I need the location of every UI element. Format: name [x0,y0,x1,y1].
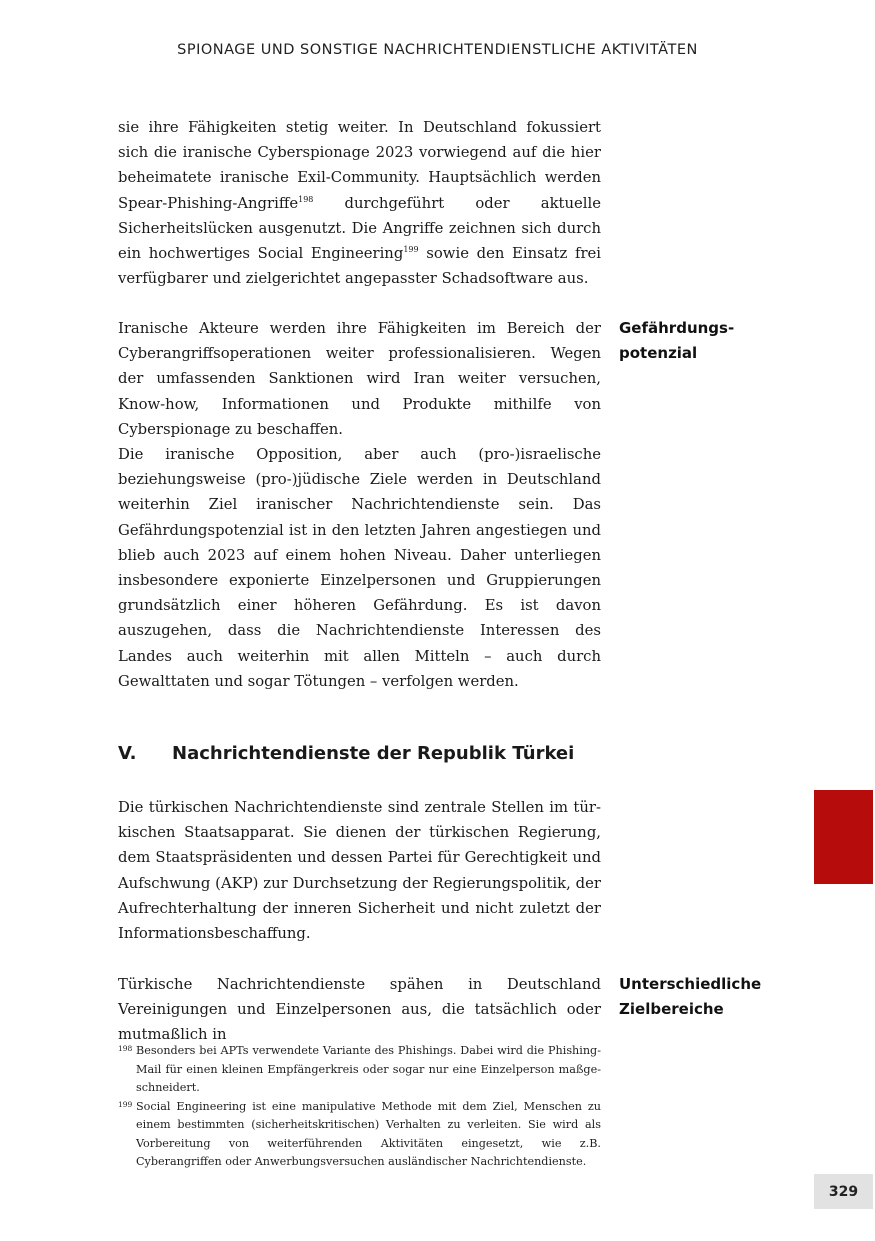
footnote [118,1098,601,1172]
paragraph [118,972,601,1048]
paragraph-text: sie ihre Fähigkeiten stetig weiter. In Deutschland fokussiert sich die iranische Cyberspionage 2023 vorwiegend auf die hier beheimatete iranische Exil-Community. Hauptsächlich werden Spear-Phishing-Angriffe [118,119,601,212]
paragraph-text: Die türkischen Nachrichtendienste sind zentrale Stellen im türkischen Staatsapparat. Sie dienen der türkischen Regierung, dem Staatspräsidenten und dessen Partei für Gerechtigkeit und Aufschwung (AKP) zur Durchsetzung der Regierungspolitik, der Aufrechterhaltung der inneren Sicherheit und nicht zuletzt der Informationsbeschaffung. [118,799,601,943]
footnote-number: 199 [118,1099,133,1109]
paragraph-text: Türkische Nachrichtendienste spähen in Deutschland Vereinigungen und Einzelpersonen aus, die tatsächlich oder mutmaßlich in [118,976,601,1044]
paragraph [118,115,601,291]
paragraph [118,795,601,946]
footnote-text: Besonders bei APTs verwendete Variante des Phishings. Dabei wird die Phishing-Mail für einen kleinen Empfängerkreis oder sogar nur eine Einzelperson maßgeschneidert. [136,1044,601,1094]
paragraph [118,316,601,442]
margin-note [619,316,799,366]
paragraph-text: Die iranische Opposition, aber auch (pro-)israelische beziehungsweise (pro-)jüdische Ziele werden in Deutschland weiterhin Ziel iranischer Nachrichtendienste sein. Das Gefährdungspotenzial ist in den letzten Jahren angestiegen und blieb auch 2023 auf einem hohen Niveau. Daher unterliegen insbesondere exponierte Einzelpersonen und Gruppierungen grundsätzlich einer höheren Gefährdung. Es ist davon auszugehen, dass die Nachrichtendienste Interessen des Landes auch weiterhin mit allen Mitteln – auch durch Gewalttaten und sogar Tötungen – verfolgen werden. [118,446,601,690]
section-heading [118,743,601,764]
margin-note [619,972,799,1022]
paragraph-text: durchgeführt oder aktuelle Sicherheitslücken ausgenutzt. Die Angriffe zeichnen sich durch ein hochwertiges Social Engineering [118,194,601,263]
footnote-ref: 199 [403,245,419,255]
paragraph-text: Iranische Akteure werden ihre Fähigkeiten im Bereich der Cyberangriffsoperationen weiter professionalisieren. Wegen der umfassenden Sanktionen wird Iran weiter versuchen, Know-how, Informationen und Produkte mithilfe von Cyberspionage zu beschaffen. [118,320,601,438]
margin-note-line: Zielbereiche [619,1000,724,1018]
section-number: V. [118,743,137,764]
footnote-text: Social Engineering ist eine manipulative Methode mit dem Ziel, Menschen zu einem bestimmten (sicherheitskritischen) Verhalten zu verleiten. Sie wird als Vorbereitung von weiterführenden Aktivitäten eingesetzt, wie z.B. Cyberangriffen oder Anwerbungsversuchen ausländischer Nachrichtendienste. [136,1099,601,1168]
section-title: Nachrichtendienste der Republik Türkei [172,743,575,764]
margin-note-line: Gefährdungs- [619,319,735,337]
margin-note-line: Unterschiedliche [619,975,762,993]
running-header: SPIONAGE UND SONSTIGE NACHRICHTENDIENSTLICHE AKTIVITÄTEN [177,42,698,58]
paragraph [118,442,601,694]
footnote-ref: 198 [298,194,314,204]
margin-note-line: potenzial [619,344,698,362]
footnotes [118,1042,601,1172]
page-number: 329 [814,1174,873,1209]
footnote-number: 198 [118,1044,133,1053]
chapter-tab [814,790,873,884]
paragraph-text: sowie den Einsatz frei verfügbarer und zielgerichtet angepasster Schadsoftware aus. [118,245,602,288]
footnote [118,1042,601,1098]
